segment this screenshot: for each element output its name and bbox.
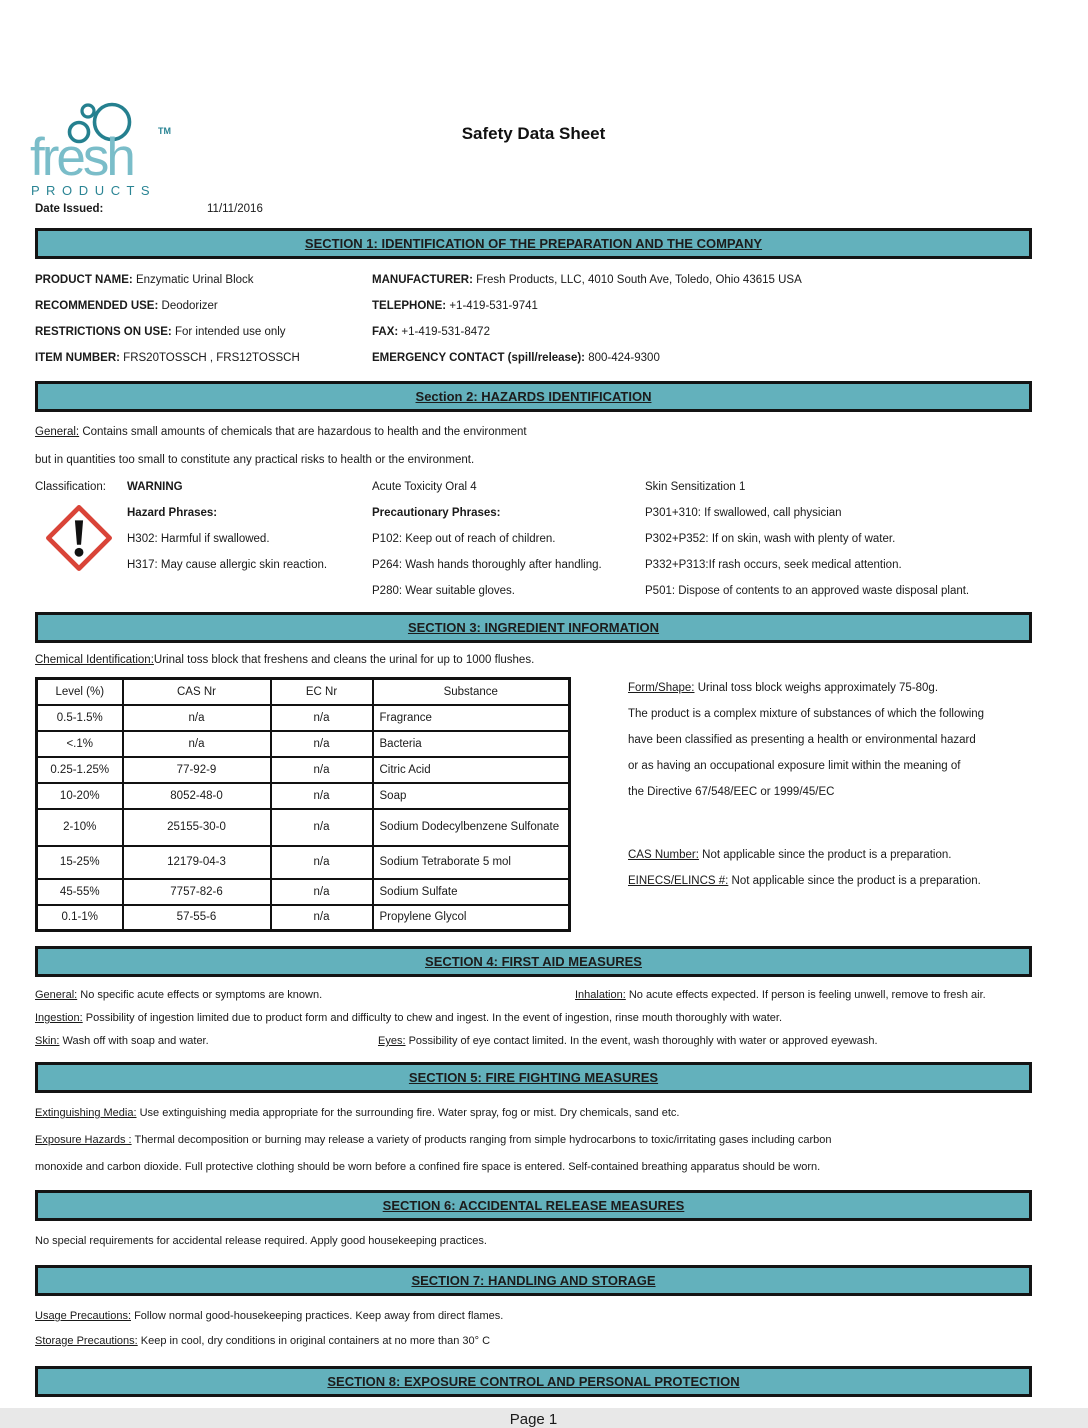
- form-shape-line: [628, 675, 998, 701]
- h317-statement: H317: May cause allergic skin reaction.: [127, 559, 328, 571]
- exposure-hazards-line-2: monoxide and carbon dioxide. Full protective clothing should be worn before a confined fire space is entered. Self-contained breathing apparatus should be worn.: [35, 1161, 821, 1173]
- col-header-level: Level (%): [37, 679, 123, 705]
- recommended-use-label: RECOMMENDED USE:: [35, 300, 159, 312]
- item-number-value: FRS20TOSSCH , FRS12TOSSCH: [123, 352, 300, 364]
- cas-cell: n/a: [123, 731, 271, 757]
- fax-label: FAX:: [372, 326, 399, 338]
- section-1-row: [35, 267, 1032, 293]
- eyes-label: Eyes:: [378, 1035, 406, 1047]
- ghs-pictogram: [35, 500, 127, 604]
- ingredient-table-header-row: [37, 679, 570, 705]
- fresh-products-logo: [28, 96, 188, 206]
- section-1-row: [35, 345, 1032, 371]
- p102-statement: P102: Keep out of reach of children.: [372, 533, 556, 545]
- hazard-phrases-title: Hazard Phrases:: [127, 507, 218, 519]
- signal-word: WARNING: [127, 481, 183, 493]
- mixture-note: The product is a complex mixture of substances of which the following: [628, 708, 985, 720]
- section-1-header: SECTION 1: IDENTIFICATION OF THE PREPARATION AND THE COMPANY: [35, 228, 1032, 259]
- ingredient-row: [37, 879, 570, 905]
- cas-cell: 77-92-9: [123, 757, 271, 783]
- level-cell: 0.25-1.25%: [37, 757, 123, 783]
- date-issued-value: 11/11/2016: [207, 203, 263, 215]
- logo-tm-mark: TM: [158, 126, 171, 136]
- col-header-cas: CAS Nr: [123, 679, 271, 705]
- general-label: General:: [35, 426, 80, 438]
- level-cell: 10-20%: [37, 783, 123, 809]
- ec-cell: n/a: [271, 783, 373, 809]
- first-aid-row: [35, 984, 1032, 1007]
- general-statement: [35, 418, 1032, 446]
- manufacturer-label: MANUFACTURER:: [372, 274, 473, 286]
- section-7-content: [35, 1296, 1032, 1366]
- manufacturer-value: Fresh Products, LLC, 4010 South Ave, Toledo, Ohio 43615 USA: [476, 274, 802, 286]
- emergency-contact-label: EMERGENCY CONTACT (spill/release):: [372, 352, 586, 364]
- cas-cell: 25155-30-0: [123, 809, 271, 846]
- cas-cell: 57-55-6: [123, 905, 271, 931]
- substance-cell: Bacteria: [373, 731, 570, 757]
- cas-number-line: [628, 842, 998, 868]
- cas-number-text: Not applicable since the product is a preparation.: [702, 849, 952, 861]
- col-header-ec: EC Nr: [271, 679, 373, 705]
- p501-statement: P501: Dispose of contents to an approved waste disposal plant.: [645, 585, 970, 597]
- section-1-row: [35, 319, 1032, 345]
- einecs-text: Not applicable since the product is a preparation.: [731, 875, 981, 887]
- section-8-header: SECTION 8: EXPOSURE CONTROL AND PERSONAL PROTECTION: [35, 1366, 1032, 1397]
- einecs-label: EINECS/ELINCS #:: [628, 875, 729, 887]
- restrictions-value: For intended use only: [174, 326, 286, 338]
- section-1-row: [35, 293, 1032, 319]
- recommended-use-value: Deodorizer: [161, 300, 218, 312]
- ingredient-row: [37, 757, 570, 783]
- skin-text: Wash off with soap and water.: [62, 1035, 209, 1047]
- first-aid-row: [35, 1007, 1032, 1030]
- ingredient-row: [37, 783, 570, 809]
- usage-precautions-label: Usage Precautions:: [35, 1310, 131, 1322]
- form-shape-label: Form/Shape:: [628, 682, 695, 694]
- ec-cell: n/a: [271, 705, 373, 731]
- cas-cell: n/a: [123, 705, 271, 731]
- level-cell: 2-10%: [37, 809, 123, 846]
- p302-statement: P302+P352: If on skin, wash with plenty of water.: [645, 533, 896, 545]
- section-3-header: SECTION 3: INGREDIENT INFORMATION: [35, 612, 1032, 643]
- ghs-exclamation-icon: [45, 504, 113, 572]
- level-cell: 15-25%: [37, 846, 123, 879]
- cas-cell: 12179-04-3: [123, 846, 271, 879]
- ec-cell: n/a: [271, 809, 373, 846]
- restrictions-label: RESTRICTIONS ON USE:: [35, 326, 172, 338]
- chemical-identification-text: Urinal toss block that freshens and cleans the urinal for up to 1000 flushes.: [153, 654, 535, 666]
- inhalation-text: No acute effects expected. If person is feeling unwell, remove to fresh air.: [628, 989, 986, 1001]
- product-name-value: Enzymatic Urinal Block: [135, 274, 254, 286]
- ingredient-row: [37, 905, 570, 931]
- product-name-label: PRODUCT NAME:: [35, 274, 133, 286]
- cas-cell: 7757-82-6: [123, 879, 271, 905]
- substance-cell: Soap: [373, 783, 570, 809]
- ingredient-row: [37, 731, 570, 757]
- classification-acute: Acute Toxicity Oral 4: [372, 481, 477, 493]
- substance-cell: Sodium Dodecylbenzene Sulfonate: [373, 809, 570, 846]
- general-statement-2: but in quantities too small to constitute any practical risks to health or the environment.: [35, 454, 475, 466]
- document-body: [35, 203, 1032, 1428]
- general-text: No specific acute effects or symptoms are known.: [80, 989, 323, 1001]
- substance-cell: Sodium Sulfate: [373, 879, 570, 905]
- ec-cell: n/a: [271, 846, 373, 879]
- extinguishing-media-label: Extinguishing Media:: [35, 1107, 137, 1119]
- exposure-hazards-line: [35, 1127, 1032, 1154]
- level-cell: 45-55%: [37, 879, 123, 905]
- chemical-identification-label: Chemical Identification:: [35, 654, 154, 666]
- extinguishing-media-text: Use extinguishing media appropriate for the surrounding fire. Water spray, fog or mist. Dry chemicals, sand etc.: [139, 1107, 680, 1119]
- first-aid-row: [35, 1030, 1032, 1053]
- substance-cell: Fragrance: [373, 705, 570, 731]
- general-label: General:: [35, 989, 78, 1001]
- cas-number-label: CAS Number:: [628, 849, 699, 861]
- chemical-identification: [35, 647, 1032, 673]
- ec-cell: n/a: [271, 879, 373, 905]
- logo-sub-text: P R O D U C T S: [31, 183, 152, 198]
- skin-label: Skin:: [35, 1035, 60, 1047]
- section-3-content: [35, 643, 1032, 946]
- p301-statement: P301+310: If swallowed, call physician: [645, 507, 842, 519]
- storage-precautions-line: [35, 1329, 1032, 1354]
- exposure-hazards-text: Thermal decomposition or burning may release a variety of products ranging from simple hydrocarbons to toxic/irritating gases including carbon: [134, 1134, 832, 1146]
- ec-cell: n/a: [271, 731, 373, 757]
- p332-statement: P332+P313:If rash occurs, seek medical attention.: [645, 559, 902, 571]
- date-issued-label: Date Issued:: [35, 203, 104, 215]
- ec-cell: n/a: [271, 905, 373, 931]
- substance-cell: Sodium Tetraborate 5 mol: [373, 846, 570, 879]
- bubble-icon: [82, 105, 94, 117]
- section-4-content: [35, 977, 1032, 1062]
- level-cell: 0.5-1.5%: [37, 705, 123, 731]
- mixture-note: the Directive 67/548/EEC or 1999/45/EC: [628, 786, 835, 798]
- section-2-header: Section 2: HAZARDS IDENTIFICATION: [35, 381, 1032, 412]
- document-title: Safety Data Sheet: [461, 124, 606, 143]
- ec-cell: n/a: [271, 757, 373, 783]
- telephone-value: +1-419-531-9741: [449, 300, 538, 312]
- einecs-line: [628, 868, 998, 894]
- mixture-note: have been classified as presenting a health or environmental hazard: [628, 734, 976, 746]
- emergency-contact-value: 800-424-9300: [588, 352, 660, 364]
- storage-precautions-label: Storage Precautions:: [35, 1335, 138, 1347]
- ingredient-row: [37, 846, 570, 879]
- classification-skin: Skin Sensitization 1: [645, 481, 746, 493]
- ingestion-text: Possibility of ingestion limited due to product form and difficulty to chew and ingest. In the event of ingestion, rinse mouth thoroughly with water.: [85, 1012, 783, 1024]
- ingredient-row: [37, 809, 570, 846]
- ingredient-table: [35, 677, 571, 932]
- usage-precautions-text: Follow normal good-housekeeping practices. Keep away from direct flames.: [134, 1310, 504, 1322]
- classification-grid: [35, 474, 1032, 604]
- inhalation-label: Inhalation:: [575, 989, 626, 1001]
- section-3-notes: [628, 675, 998, 932]
- logo-graphic: [28, 96, 188, 206]
- section-5-content: [35, 1093, 1032, 1190]
- logo-brand-text: fresh: [30, 128, 133, 187]
- exposure-hazards-label: Exposure Hazards :: [35, 1134, 132, 1146]
- fax-value: +1-419-531-8472: [401, 326, 490, 338]
- classification-label: Classification:: [35, 481, 106, 493]
- section-2-content: [35, 412, 1032, 612]
- h302-statement: H302: Harmful if swallowed.: [127, 533, 270, 545]
- p264-statement: P264: Wash hands thoroughly after handling.: [372, 559, 602, 571]
- mixture-note: or as having an occupational exposure limit within the meaning of: [628, 760, 961, 772]
- section-4-header: SECTION 4: FIRST AID MEASURES: [35, 946, 1032, 977]
- accidental-release-text: No special requirements for accidental release required. Apply good housekeeping practices.: [35, 1235, 487, 1247]
- precautionary-phrases-title: Precautionary Phrases:: [372, 507, 501, 519]
- section-6-content: [35, 1221, 1032, 1265]
- substance-cell: Propylene Glycol: [373, 905, 570, 931]
- ingredient-row: [37, 705, 570, 731]
- storage-precautions-text: Keep in cool, dry conditions in original containers at no more than 30° C: [140, 1335, 491, 1347]
- cas-cell: 8052-48-0: [123, 783, 271, 809]
- telephone-label: TELEPHONE:: [372, 300, 447, 312]
- section-7-header: SECTION 7: HANDLING AND STORAGE: [35, 1265, 1032, 1296]
- level-cell: <.1%: [37, 731, 123, 757]
- form-shape-text: Urinal toss block weighs approximately 75-80g.: [697, 682, 939, 694]
- usage-precautions-line: [35, 1304, 1032, 1329]
- item-number-label: ITEM NUMBER:: [35, 352, 120, 364]
- general-text: Contains small amounts of chemicals that are hazardous to health and the environment: [82, 426, 527, 438]
- p280-statement: P280: Wear suitable gloves.: [372, 585, 515, 597]
- col-header-substance: Substance: [373, 679, 570, 705]
- page-number: Page 1: [509, 1411, 558, 1428]
- level-cell: 0.1-1%: [37, 905, 123, 931]
- section-5-header: SECTION 5: FIRE FIGHTING MEASURES: [35, 1062, 1032, 1093]
- ingestion-label: Ingestion:: [35, 1012, 83, 1024]
- substance-cell: Citric Acid: [373, 757, 570, 783]
- section-6-header: SECTION 6: ACCIDENTAL RELEASE MEASURES: [35, 1190, 1032, 1221]
- section-1-content: [35, 259, 1032, 381]
- eyes-text: Possibility of eye contact limited. In the event, wash thoroughly with water or approved eyewash.: [408, 1035, 878, 1047]
- date-issued-row: [35, 203, 1032, 221]
- extinguishing-media-line: [35, 1100, 1032, 1127]
